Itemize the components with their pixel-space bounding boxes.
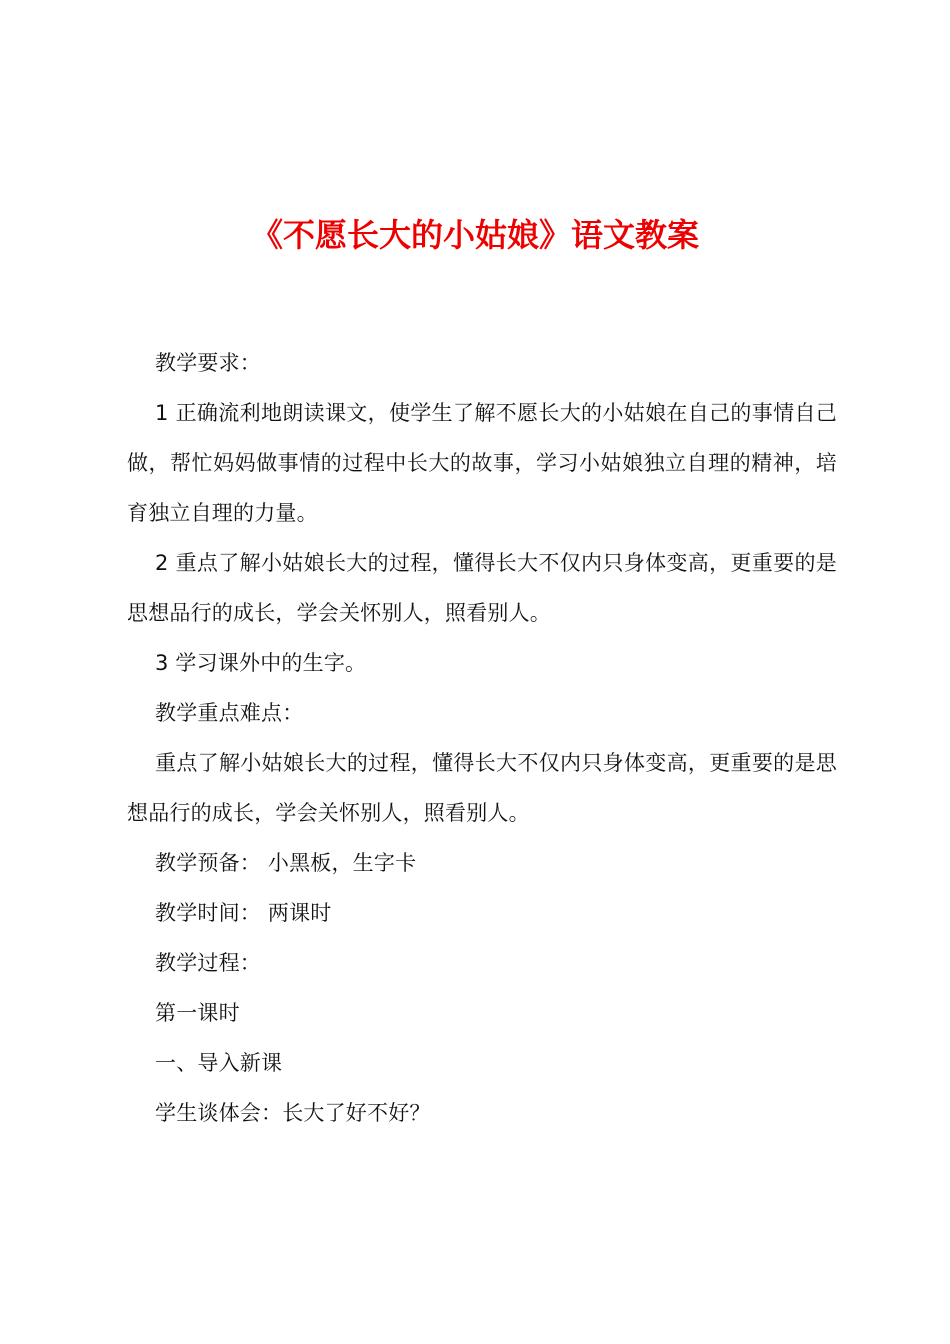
preparation-line: 教学预备： 小黑板，生字卡 (155, 851, 417, 875)
student-discussion-line: 学生谈体会：长大了好不好？ (155, 1101, 431, 1125)
section-heading-process: 教学过程： (155, 951, 261, 975)
section-heading-requirements: 教学要求： (155, 351, 261, 375)
requirement-item-1: 1 正确流利地朗读课文，使学生了解不愿长大的小姑娘在自己的事情自己做，帮忙妈妈做事情的过程中长大的故事，学习小姑娘独立自理的精神，培育独立自理的力量。 (127, 401, 837, 525)
duration-line: 教学时间： 两课时 (155, 901, 332, 925)
section-heading-key-points: 教学重点难点： (155, 701, 304, 725)
requirement-item-2: 2 重点了解小姑娘长大的过程，懂得长大不仅内只身体变高，更重要的是思想品行的成长，学会关怀别人，照看别人。 (127, 551, 837, 625)
document-title: 《不愿长大的小姑娘》语文教案 (250, 216, 699, 254)
document-body (127, 338, 837, 1138)
step-one-heading: 一、导入新课 (155, 1051, 283, 1075)
lesson-one-heading: 第一课时 (155, 1001, 240, 1025)
key-points-paragraph: 重点了解小姑娘长大的过程，懂得长大不仅内只身体变高，更重要的是思想品行的成长，学会关怀别人，照看别人。 (127, 751, 837, 825)
requirement-item-3: 3 学习课外中的生字。 (155, 651, 367, 675)
